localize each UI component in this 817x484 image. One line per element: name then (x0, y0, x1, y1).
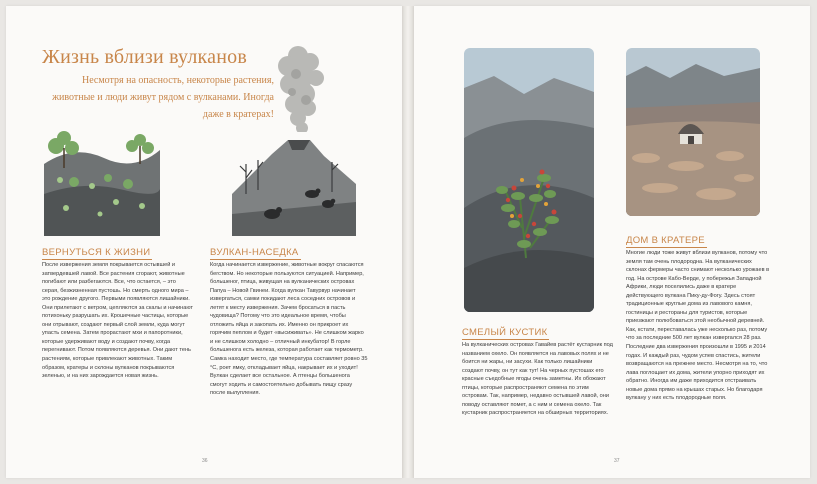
page-number: 37 (614, 458, 620, 464)
ohelo-shrub-illustration (464, 48, 594, 312)
section-text-brave-shrub: На вулканических островах Гавайев растёт кустарник под названием охело. Он появляется на лавовых полях и не боится ни жары, ни засухи. Как только лишайники создают почву, он тут как тут! На черных пустошах его красные съедобные ягоды очень заметны. Их обожают птицы, которые распространяют семена по этим островам. Так, например, недавно остывшей лавой, они поводу оставляют помет, а с ним и семена охело. Так кустарник распространяется на обширных территориях. (462, 342, 613, 417)
left-page (6, 6, 402, 478)
new-life-illustration (44, 124, 160, 236)
section-heading-crater-house: ДОМ В КРАТЕРЕ (626, 235, 705, 246)
section-heading-return-to-life: ВЕРНУТЬСЯ К ЖИЗНИ (42, 247, 151, 258)
section-heading-volcano-hen: ВУЛКАН-НАСЕДКА (210, 247, 299, 258)
section-text-crater-house: Многие люди тоже живут вблизи вулканов, потому что земля там очень плодородна. На вулканических склонах фермеры часто снимают несколько урожаев в год. На острове Кабо-Верде, у побережья Западной Африки, люди поселились даже в кратере действующего вулкана Пику-ду-Фогу. Здесь стоят традиционные круглые дома из лавового камня, гостиницы и рестораны для туристов, которые приезжают полюбоваться этой необычной деревней. Как, кстати, переставалась уже несколько раз, потому что за последние 500 лет вулкан извергался 28 раз. Последние два извержения произошли в 1995 и 2014 годах. И каждый раз, чудом успев спастись, жители возвращаются на прежнее место. Несмотря на то, что лава поглощает их дома, жители упорно приходят их обратно. Иногда им даже приходится отстраивать новые дома прямо на крышах старых. Но благодаря вулкану у них есть плодородные поля. (626, 250, 770, 402)
section-text-return-to-life: После извержения земля покрывается остывшей и затвердевшей лавой. Все растения сгорают, животные погибают или разбегаются. Все, что остается, – это серая, безжизненная пустошь. Но смерть одного мира – это рождение другого. Первыми появляются лишайники. Они прилетают с ветром, цепляются за скалы и начинают потихоньку разрушать их. Крошечные частицы, которые они отрывают, создают первый слой земли, куда могут упасть семена. Затем прорастают мхи и папоротники, которые удерживают воду и создают почву, когда перегнивают. Потом появляются деревья. Они дают тень растениям, которые привлекают животных. Таким образом, кратеры и склоны вулканов покрываются зеленью, и на них зарождается новая жизнь. (42, 262, 193, 380)
section-text-volcano-hen: Когда начинается извержение, животные вокруг спасаются бегством. Но некоторые пользуются ситуацией. Например, большеног, птица, живущая на вулканических островах Папуа – Новой Гвинеи. Когда вулкан Тавурвур начинает извергаться, самки покидают леса соседних островов и летят к месту извержения. Зачем бросаться в пасть чудовища? Потому что это идеальное время, чтобы отложить яйца и закопать их. Именно он прикроет их горячим пеплом и будет «высиживать». Не слишком жарко и не слишком холодно – отличный инкубатор! В горле большенога есть железа, которая работает как термометр. Самка находит место, где температура составляет ровно 35 °C, роет ямку, откладывает яйца, накрывает их и уходит! Вулкан сделает все остальное. А птенцы большенога смогут ходить и самостоятельно добывать пищу сразу после вылупления. (210, 262, 368, 397)
intro-text: Несмотря на опасность, некоторые растения, животные и люди живут рядом с вулканами. Иногда даже в кратерах! (52, 75, 274, 120)
volcano-eruption-illustration (232, 44, 356, 236)
crater-house-illustration (626, 48, 760, 216)
page-title: Жизнь вблизи вулканов (42, 46, 247, 68)
section-heading-brave-shrub: СМЕЛЫЙ КУСТИК (462, 327, 548, 338)
right-page (414, 6, 810, 478)
page-number: 36 (202, 458, 208, 464)
book-gutter (402, 6, 414, 478)
